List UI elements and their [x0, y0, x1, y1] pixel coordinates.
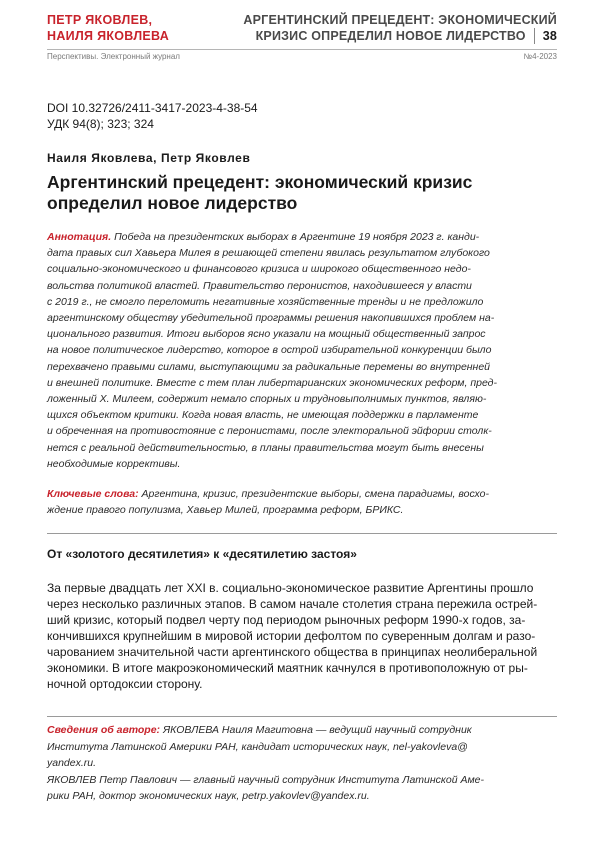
body-line: кончившихся крупнейшим в мировой истории дефолтом по суверенным долгам и разо-	[47, 629, 536, 643]
title-line: определил новое лидерство	[47, 193, 298, 213]
author-info	[47, 722, 560, 805]
header-article-title	[237, 12, 557, 44]
abstract-line: и внешней политике. Вместе с тем план либертарианских экономических реформ, пред-	[47, 376, 497, 389]
abstract-line: ционального развития. Итоги выборов ясно указали на мощный общественный запрос	[47, 328, 486, 341]
body-line: ночной ортодоксии сторону.	[47, 677, 203, 691]
article-meta	[47, 100, 258, 132]
abstract-text: Победа на президентских выборах в Аргентине 19 ноября 2023 г. канди-	[111, 231, 480, 243]
author-info-text: ЯКОВЛЕВА Наиля Магитовна — ведущий научный сотрудник	[160, 724, 472, 736]
header-author-line: ПЕТР ЯКОВЛЕВ,	[47, 13, 153, 27]
header-divider	[47, 49, 557, 50]
abstract-line: нется с реальной действительностью, в планы правительства могут быть внесены	[47, 441, 484, 454]
section-divider	[47, 533, 557, 534]
author-info-line: рики РАН, доктор экономических наук, petrp.yakovlev@yandex.ru.	[47, 790, 370, 802]
keywords-line	[47, 486, 560, 502]
abstract-line: аргентинскому обществу убедительной программы решения накопившихся проблем на-	[47, 312, 495, 325]
header-authors	[47, 12, 247, 44]
abstract-line: необходимые коррективы.	[47, 457, 181, 470]
body-line: За первые двадцать лет XXI в. социально-экономическое развитие Аргентины прошло	[47, 581, 534, 595]
keywords-label: Ключевые слова:	[47, 488, 139, 500]
abstract-line: с 2019 г., не смогло переломить негативные хозяйственные тренды и не предложило	[47, 295, 484, 308]
author-info-line: Института Латинской Америки РАН, кандидат исторических наук, nel-yakovleva@	[47, 740, 468, 753]
abstract-line: щихся объектом критики. Когда новая власть, не имеющая поддержки в парламенте	[47, 409, 479, 422]
abstract-line: вольства политикой властей. Правительство перонистов, находившееся у власти	[47, 279, 472, 292]
body-line: ший кризис, который подвел черту под периодом рыночных реформ 1990-х годов, за-	[47, 613, 526, 627]
abstract-label: Аннотация.	[47, 231, 112, 243]
header-title-line: АРГЕНТИНСКИЙ ПРЕЦЕДЕНТ: ЭКОНОМИЧЕСКИЙ	[243, 13, 557, 27]
page-number: 38	[534, 28, 557, 44]
keywords-text: Аргентина, кризис, президентские выборы, смена парадигмы, восхо-	[138, 488, 489, 500]
abstract-line: перехвачено правыми силами, выступающими за радикальные перемены во внутренней	[47, 360, 491, 373]
journal-line	[47, 51, 557, 62]
abstract	[47, 229, 560, 472]
section-heading: От «золотого десятилетия» к «десятилетию застоя»	[47, 547, 357, 561]
keywords	[47, 486, 560, 518]
udk: УДК 94(8); 323; 324	[47, 117, 154, 131]
article-authors: Наиля Яковлева, Петр Яковлев	[47, 151, 251, 165]
article-title	[47, 172, 517, 214]
body-line: экономики. В итоге макроэкономический маятник качнулся в противоположную от ры-	[47, 661, 528, 675]
issue-number: №4-2023	[523, 52, 557, 61]
abstract-line: ложенный Х. Милеем, содержит немало спорных и трудновыполнимых пунктов, являю-	[47, 393, 487, 406]
journal-name: Перспективы. Электронный журнал	[47, 52, 180, 61]
abstract-line: дата правых сил Хавьера Милея в решающей степени явилась результатом глубокого	[47, 247, 490, 260]
author-info-label: Сведения об авторе:	[47, 724, 161, 736]
header-author-line: НАИЛЯ ЯКОВЛЕВА	[47, 29, 170, 43]
abstract-line: и обреченная на противостояние с перонистами, после электоральной эйфории столк-	[47, 425, 492, 438]
header-title-line	[237, 28, 557, 44]
abstract-line	[47, 229, 560, 245]
header-title-text: КРИЗИС ОПРЕДЕЛИЛ НОВОЕ ЛИДЕРСТВО	[255, 29, 526, 43]
author-info-line: ЯКОВЛЕВ Петр Павлович — главный научный сотрудник Института Латинской Аме-	[47, 773, 484, 786]
author-info-line: yandex.ru.	[47, 757, 97, 769]
body-paragraph	[47, 580, 560, 692]
footnote-divider	[47, 716, 557, 717]
author-info-line	[47, 722, 560, 739]
title-line: Аргентинский прецедент: экономический кризис	[47, 172, 473, 192]
body-line: через несколько различных этапов. В самом начале столетия страна пережила острей-	[47, 597, 538, 611]
body-line: чарованием значительной части аргентинского общества в принципах неолиберальной	[47, 645, 538, 659]
doi: DOI 10.32726/2411-3417-2023-4-38-54	[47, 101, 258, 115]
abstract-line: социально-экономического и финансового кризиса и широкого общественного недо-	[47, 263, 471, 276]
abstract-line: на новое политическое лидерство, которое в острой избирательной конкуренции было	[47, 344, 492, 357]
keywords-line: ждение правого популизма, Хавьер Милей, программа реформ, БРИКС.	[47, 504, 404, 517]
running-header	[47, 12, 557, 46]
